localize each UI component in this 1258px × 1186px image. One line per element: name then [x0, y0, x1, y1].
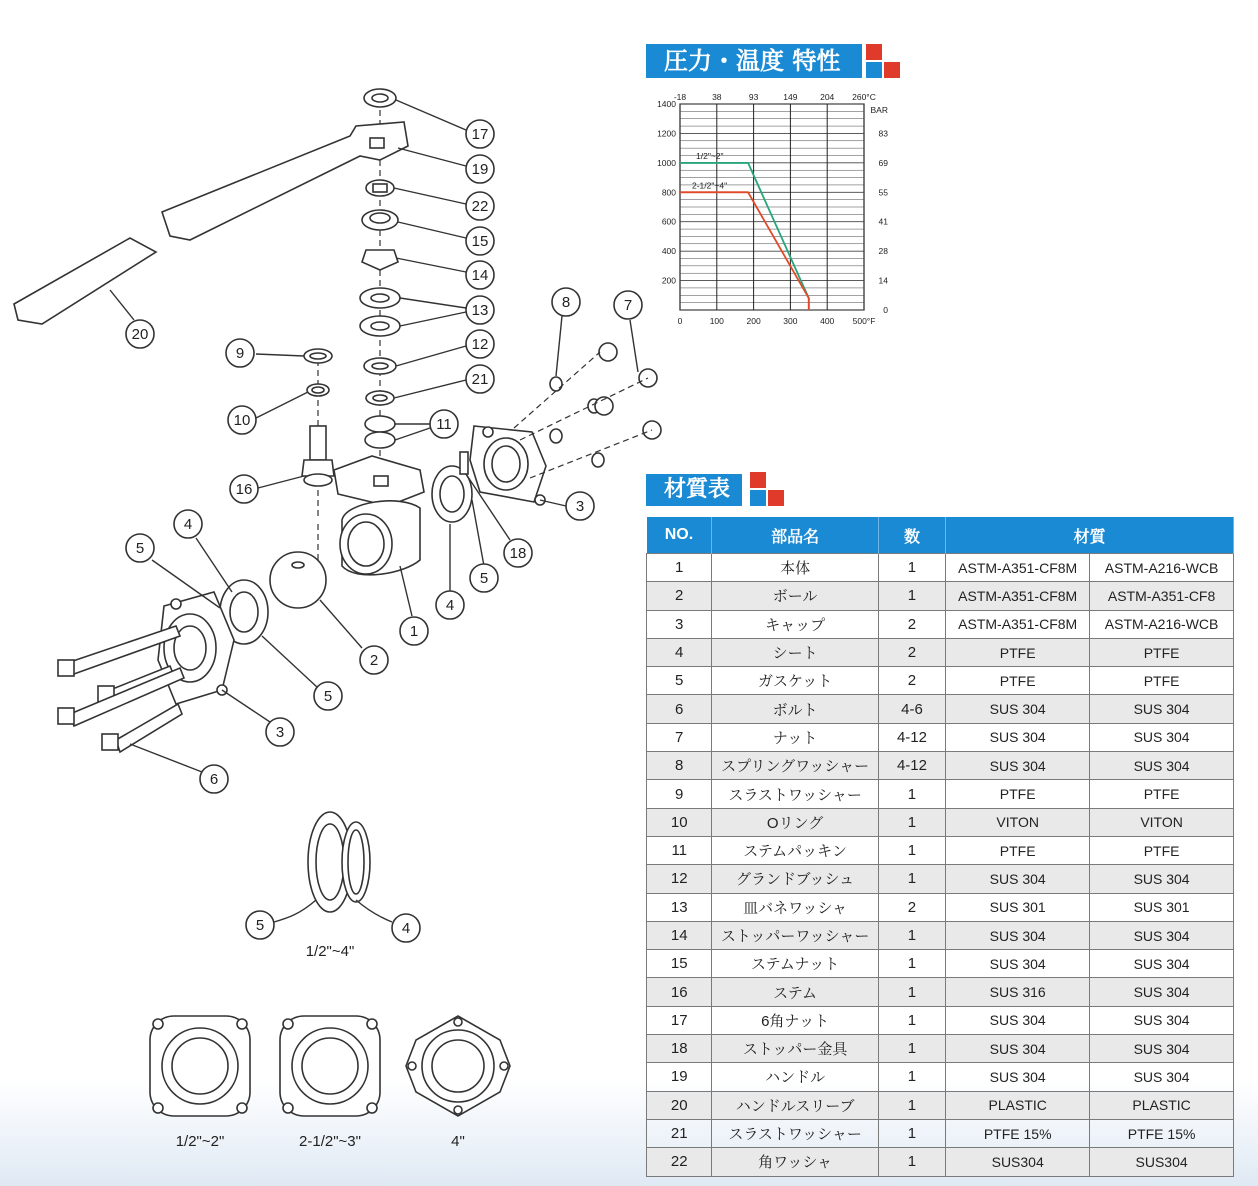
row-number-cell: 16 [647, 978, 712, 1006]
material-1-cell: SUS304 [946, 1148, 1090, 1176]
row-number-cell: 12 [647, 865, 712, 893]
callout-7 [614, 291, 642, 319]
callout-19 [466, 155, 494, 183]
callout-13 [466, 296, 494, 324]
table-row [647, 808, 1234, 836]
part-name-cell: ハンドル [712, 1063, 878, 1091]
nuts-part [595, 343, 661, 439]
material-2-cell: SUS 301 [1090, 893, 1234, 921]
material-1-cell: SUS 301 [946, 893, 1090, 921]
svg-text:13: 13 [471, 302, 489, 319]
callout-5-left [126, 534, 154, 562]
material-2-cell: SUS 304 [1090, 1035, 1234, 1063]
table-row [647, 667, 1234, 695]
cap-variant-large [406, 1016, 510, 1116]
y-left-tick-label: 200 [661, 275, 676, 286]
quantity-cell: 1 [878, 921, 945, 949]
part-name-cell: キャップ [712, 610, 878, 638]
part-name-cell: スラストワッシャー [712, 780, 878, 808]
row-number-cell: 9 [647, 780, 712, 808]
x-top-tick-label: 204 [820, 92, 835, 102]
table-row [647, 865, 1234, 893]
y-right-tick-label: 69 [878, 157, 888, 168]
table-row [647, 695, 1234, 723]
quantity-cell: 1 [878, 1035, 945, 1063]
svg-text:3: 3 [575, 498, 585, 515]
table-row [647, 950, 1234, 978]
table-row [647, 1148, 1234, 1176]
table-row [647, 582, 1234, 610]
row-number-cell: 18 [647, 1035, 712, 1063]
stem-packing-part [365, 416, 395, 448]
valve-body-part [334, 456, 424, 575]
quantity-cell: 1 [878, 780, 945, 808]
accent-square-red [768, 490, 784, 506]
cap-right-part [470, 426, 546, 505]
material-2-cell: VITON [1090, 808, 1234, 836]
cap-variant-small-caption: 1/2"~2" [175, 1133, 225, 1150]
material-2-cell: PTFE [1090, 836, 1234, 864]
svg-text:5: 5 [255, 917, 265, 934]
part-name-cell: 皿バネワッシャ [712, 893, 878, 921]
quantity-cell: 1 [878, 1063, 945, 1091]
quantity-cell: 2 [878, 667, 945, 695]
row-number-cell: 15 [647, 950, 712, 978]
accent-square-red [884, 62, 900, 78]
svg-text:4: 4 [445, 597, 455, 614]
square-washer-part [366, 180, 394, 196]
x-bottom-tick-label: 100 [709, 316, 724, 326]
part-name-cell: グランドブッシュ [712, 865, 878, 893]
row-number-cell: 13 [647, 893, 712, 921]
accent-square-red [866, 44, 882, 60]
material-1-cell: ASTM-A351-CF8M [946, 610, 1090, 638]
material-section-title: 材質表 [664, 477, 731, 502]
stem-nut-part [362, 210, 398, 230]
material-1-cell: SUS 304 [946, 695, 1090, 723]
part-name-cell: ステム [712, 978, 878, 1006]
quantity-cell: 1 [878, 582, 945, 610]
part-name-cell: ストッパーワッシャー [712, 921, 878, 949]
stopper-washer-part [362, 250, 398, 270]
quantity-cell: 4-12 [878, 752, 945, 780]
material-1-cell: SUS 304 [946, 921, 1090, 949]
part-name-cell: ボルト [712, 695, 878, 723]
row-number-cell: 8 [647, 752, 712, 780]
y-right-tick-label: 14 [878, 275, 888, 286]
y-left-tick-label: 800 [661, 187, 676, 198]
svg-text:4: 4 [183, 516, 193, 533]
row-number-cell: 17 [647, 1006, 712, 1034]
header-material: 材質 [946, 517, 1234, 554]
x-bottom-tick-label: 500°F [852, 316, 876, 326]
ball-part [270, 552, 326, 608]
row-number-cell: 22 [647, 1148, 712, 1176]
table-row [647, 978, 1234, 1006]
material-1-cell: SUS 304 [946, 1006, 1090, 1034]
o-ring-part [307, 384, 329, 396]
svg-text:5: 5 [135, 540, 145, 557]
material-1-cell: SUS 316 [946, 978, 1090, 1006]
callout-4-right [436, 591, 464, 619]
callout-5-lower [314, 682, 342, 710]
x-bottom-tick-label: 0 [677, 316, 683, 326]
table-row [647, 1091, 1234, 1119]
material-2-cell: PLASTIC [1090, 1091, 1234, 1119]
pressure-section-title: 圧力・温度 特性 [664, 47, 841, 75]
table-row [647, 638, 1234, 666]
svg-text:14: 14 [471, 267, 489, 284]
material-2-cell: SUS 304 [1090, 1006, 1234, 1034]
cap-variant-small [150, 1016, 250, 1116]
callout-9 [226, 339, 254, 367]
callout-18 [504, 539, 532, 567]
material-2-cell: ASTM-A351-CF8 [1090, 582, 1234, 610]
header-no: NO. [647, 517, 712, 554]
svg-text:16: 16 [235, 481, 253, 498]
material-2-cell: SUS 304 [1090, 1063, 1234, 1091]
y-right-tick-label: 28 [878, 246, 888, 257]
hex-nut-part [364, 89, 396, 107]
series-label: 2-1/2"~4" [692, 180, 728, 191]
stopper-part [460, 452, 468, 474]
callout-4-left [174, 510, 202, 538]
material-2-cell: ASTM-A216-WCB [1090, 554, 1234, 582]
series-label: 1/2"~2" [696, 150, 724, 161]
quantity-cell: 1 [878, 1119, 945, 1147]
row-number-cell: 1 [647, 554, 712, 582]
header-part-name: 部品名 [712, 517, 878, 554]
svg-text:15: 15 [471, 233, 489, 250]
x-top-tick-label: 38 [712, 92, 722, 102]
svg-text:9: 9 [235, 345, 245, 362]
y-left-tick-label: 1000 [657, 157, 676, 168]
callout-17 [466, 120, 494, 148]
quantity-cell: 1 [878, 836, 945, 864]
table-row [647, 836, 1234, 864]
accent-square-red [750, 472, 766, 488]
row-number-cell: 5 [647, 667, 712, 695]
quantity-cell: 2 [878, 610, 945, 638]
svg-text:7: 7 [623, 297, 633, 314]
quantity-cell: 2 [878, 638, 945, 666]
cap-variant-large-caption: 4" [451, 1133, 465, 1150]
x-top-tick-label: 93 [748, 92, 759, 102]
material-2-cell: SUS 304 [1090, 978, 1234, 1006]
material-1-cell: SUS 304 [946, 723, 1090, 751]
part-name-cell: Oリング [712, 808, 878, 836]
callout-6 [200, 765, 228, 793]
x-bottom-tick-label: 300 [783, 316, 798, 326]
quantity-cell: 1 [878, 865, 945, 893]
quantity-cell: 1 [878, 1006, 945, 1034]
callout-2 [360, 646, 388, 674]
y-right-tick-label: 0 [883, 305, 888, 315]
table-row [647, 723, 1234, 751]
stem-part [302, 426, 334, 486]
quantity-cell: 1 [878, 1148, 945, 1176]
material-2-cell: PTFE 15% [1090, 1119, 1234, 1147]
svg-text:19: 19 [471, 161, 489, 178]
row-number-cell: 2 [647, 582, 712, 610]
svg-text:12: 12 [471, 336, 489, 353]
y-right-tick-label: 55 [878, 187, 888, 198]
svg-text:11: 11 [436, 416, 452, 433]
svg-text:17: 17 [471, 126, 489, 143]
material-1-cell: ASTM-A351-CF8M [946, 582, 1090, 610]
callout-3-left [266, 718, 294, 746]
table-row [647, 752, 1234, 780]
pressure-section-header [646, 44, 862, 78]
row-number-cell: 4 [647, 638, 712, 666]
quantity-cell: 2 [878, 893, 945, 921]
material-1-cell: PTFE [946, 780, 1090, 808]
table-row [647, 1035, 1234, 1063]
y-left-tick-label: 1200 [657, 128, 676, 139]
gland-bush-part [364, 358, 396, 374]
svg-text:3: 3 [275, 724, 285, 741]
cap-variant-medium-caption: 2-1/2"~3" [299, 1133, 361, 1150]
x-bottom-tick-label: 400 [820, 316, 835, 326]
quantity-cell: 1 [878, 1091, 945, 1119]
callout-21 [466, 365, 494, 393]
material-2-cell: SUS 304 [1090, 921, 1234, 949]
material-section-header [646, 474, 742, 506]
table-row [647, 610, 1234, 638]
x-top-tick-label: 149 [783, 92, 798, 102]
callout-1 [400, 617, 428, 645]
part-name-cell: 角ワッシャ [712, 1148, 878, 1176]
row-number-cell: 3 [647, 610, 712, 638]
material-1-cell: SUS 304 [946, 1035, 1090, 1063]
quantity-cell: 4-6 [878, 695, 945, 723]
material-2-cell: SUS304 [1090, 1148, 1234, 1176]
part-name-cell: ボール [712, 582, 878, 610]
part-name-cell: ハンドルスリーブ [712, 1091, 878, 1119]
part-name-cell: スプリングワッシャー [712, 752, 878, 780]
material-1-cell: SUS 304 [946, 950, 1090, 978]
part-name-cell: ガスケット [712, 667, 878, 695]
svg-text:5: 5 [323, 688, 333, 705]
svg-text:10: 10 [233, 412, 251, 429]
callout-15 [466, 227, 494, 255]
material-2-cell: SUS 304 [1090, 865, 1234, 893]
callout-10 [228, 406, 256, 434]
header-qty: 数 [878, 517, 945, 554]
material-1-cell: SUS 304 [946, 1063, 1090, 1091]
quantity-cell: 4-12 [878, 723, 945, 751]
row-number-cell: 10 [647, 808, 712, 836]
callout-12 [466, 330, 494, 358]
quantity-cell: 1 [878, 808, 945, 836]
part-name-cell: 本体 [712, 554, 878, 582]
part-name-cell: ナット [712, 723, 878, 751]
row-number-cell: 6 [647, 695, 712, 723]
callout-20 [126, 320, 154, 348]
y-left-tick-label: 600 [661, 216, 676, 227]
table-row [647, 1063, 1234, 1091]
svg-text:20: 20 [131, 326, 149, 343]
y-right-tick-label: 41 [878, 216, 888, 227]
handle-sleeve-part [14, 238, 156, 324]
svg-text:8: 8 [561, 294, 571, 311]
cap-variant-medium [280, 1016, 380, 1116]
callout-11 [430, 410, 458, 438]
callout-22 [466, 192, 494, 220]
table-row [647, 893, 1234, 921]
quantity-cell: 1 [878, 554, 945, 582]
material-1-cell: PTFE [946, 836, 1090, 864]
material-1-cell: VITON [946, 808, 1090, 836]
y-right-tick-label: 83 [878, 128, 888, 139]
part-name-cell: シート [712, 638, 878, 666]
pressure-temperature-chart [640, 88, 920, 338]
svg-text:4: 4 [401, 920, 411, 937]
svg-text:22: 22 [471, 198, 489, 215]
material-1-cell: SUS 304 [946, 752, 1090, 780]
material-2-cell: PTFE [1090, 638, 1234, 666]
callout-4-detail [392, 914, 420, 942]
svg-text:5: 5 [479, 570, 489, 587]
callout-3-right [566, 492, 594, 520]
quantity-cell: 1 [878, 978, 945, 1006]
callout-14 [466, 261, 494, 289]
x-bottom-tick-label: 200 [746, 316, 761, 326]
svg-text:21: 21 [471, 371, 489, 388]
accent-square-blue [866, 62, 882, 78]
material-1-cell: ASTM-A351-CF8M [946, 554, 1090, 582]
part-name-cell: ステムパッキン [712, 836, 878, 864]
y-right-tick-label: BAR [870, 105, 888, 115]
material-2-cell: SUS 304 [1090, 695, 1234, 723]
material-1-cell: PLASTIC [946, 1091, 1090, 1119]
material-2-cell: SUS 304 [1090, 752, 1234, 780]
table-row [647, 921, 1234, 949]
material-1-cell: PTFE [946, 667, 1090, 695]
y-left-tick-label: 1400 [657, 99, 676, 109]
thrust-washer-part [366, 391, 394, 405]
callout-5-right [470, 564, 498, 592]
quantity-cell: 1 [878, 950, 945, 978]
callout-5-detail [246, 911, 274, 939]
svg-text:6: 6 [209, 771, 219, 788]
table-row [647, 1006, 1234, 1034]
table-row [647, 554, 1234, 582]
material-1-cell: PTFE [946, 638, 1090, 666]
material-1-cell: PTFE 15% [946, 1119, 1090, 1147]
y-left-tick-label: 400 [661, 246, 676, 257]
material-table-header-row [647, 517, 1234, 554]
svg-text:1: 1 [409, 623, 419, 640]
part-name-cell: スラストワッシャー [712, 1119, 878, 1147]
material-2-cell: ASTM-A216-WCB [1090, 610, 1234, 638]
material-2-cell: PTFE [1090, 780, 1234, 808]
row-number-cell: 11 [647, 836, 712, 864]
row-number-cell: 21 [647, 1119, 712, 1147]
material-2-cell: PTFE [1090, 667, 1234, 695]
x-top-tick-label: -18 [673, 92, 687, 102]
svg-text:2: 2 [369, 652, 379, 669]
callout-16 [230, 475, 258, 503]
row-number-cell: 7 [647, 723, 712, 751]
part-name-cell: ステムナット [712, 950, 878, 978]
seat-gasket-detail [308, 812, 370, 912]
callout-8 [552, 288, 580, 316]
material-1-cell: SUS 304 [946, 865, 1090, 893]
part-name-cell: ストッパー金具 [712, 1035, 878, 1063]
material-2-cell: SUS 304 [1090, 950, 1234, 978]
table-row [647, 1119, 1234, 1147]
x-top-tick-label: 260°C [852, 92, 876, 102]
row-number-cell: 20 [647, 1091, 712, 1119]
material-table [646, 517, 1234, 1177]
accent-square-blue [750, 490, 766, 506]
row-number-cell: 19 [647, 1063, 712, 1091]
svg-text:18: 18 [509, 545, 527, 562]
seat-size-caption: 1/2"~4" [305, 943, 355, 960]
table-row [647, 780, 1234, 808]
row-number-cell: 14 [647, 921, 712, 949]
thrust-washer-9-part [304, 349, 332, 363]
material-2-cell: SUS 304 [1090, 723, 1234, 751]
part-name-cell: 6角ナット [712, 1006, 878, 1034]
